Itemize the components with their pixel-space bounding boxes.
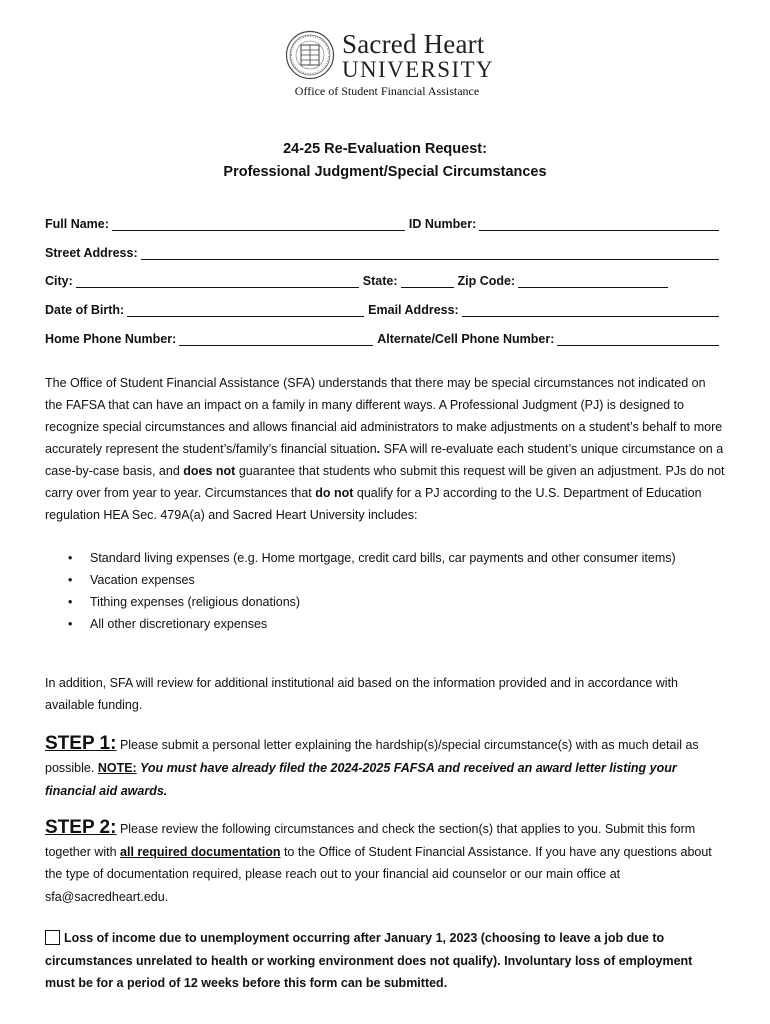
intro-do-not: do not [315, 486, 354, 500]
intro-text-3: guarantee that students who submit this request will be given an adjustment. PJs do not carry over from year to year. Circumstances that [45, 464, 725, 500]
form-title-line2: Professional Judgment/Special Circumstances [223, 164, 547, 180]
date-of-birth-label: Date of Birth: [45, 303, 125, 317]
alt-phone-field[interactable] [557, 332, 719, 346]
list-item: • Standard living expenses (e.g. Home mortgage, credit card bills, car payments and other consumer items) [45, 547, 725, 569]
zip-code-label: Zip Code: [457, 274, 516, 288]
step1-note-label: NOTE: [97, 761, 137, 775]
full-name-label: Full Name: [45, 217, 109, 231]
list-item: • All other discretionary expenses [45, 613, 725, 635]
alt-phone-label: Alternate/Cell Phone Number: [377, 332, 555, 346]
full-name-field[interactable] [112, 217, 405, 231]
step1-label: STEP 1: [45, 733, 117, 754]
step2-text-2: to the Office of Student Financial Assistance. If you have any questions about the type of documentation required, please reach out to your financial aid counselor or our main office at sfa@sacredheart.edu. [45, 844, 712, 904]
street-address-label: Street Address: [45, 246, 138, 260]
city-field[interactable] [76, 274, 359, 288]
form-title-line1: 24-25 Re-Evaluation Request: [283, 141, 487, 157]
excluded-expenses-list [45, 547, 725, 635]
city-state-zip-row [45, 270, 719, 288]
university-name-line2: UNIVERSITY [342, 57, 494, 82]
name-id-row [45, 213, 719, 231]
email-address-label: Email Address: [368, 303, 459, 317]
state-field[interactable] [401, 274, 454, 288]
home-phone-field[interactable] [179, 332, 373, 346]
street-address-row [45, 242, 719, 260]
dob-email-row [45, 299, 719, 317]
additional-aid-paragraph: In addition, SFA will review for additional institutional aid based on the information provided and in accordance with available funding. [45, 676, 679, 712]
step2-text-1: Please review the following circumstances and check the section(s) that applies to you. Submit this form together with [45, 822, 696, 859]
step2-section [45, 817, 725, 908]
loss-of-income-checkbox[interactable] [45, 930, 60, 945]
intro-does-not: does not [183, 464, 236, 478]
home-phone-label: Home Phone Number: [45, 332, 177, 346]
email-address-field[interactable] [462, 303, 719, 317]
intro-period: . [376, 442, 381, 456]
loss-of-income-text: Loss of income due to unemployment occurring after January 1, 2023 (choosing to leave a job due to circumstances unrelated to health or working environment does not qualify). Involuntary loss of employment must be for a period of 12 weeks before this form can be submitted. [45, 931, 693, 990]
id-number-field[interactable] [479, 217, 719, 231]
id-number-label: ID Number: [408, 217, 477, 231]
university-seal-icon [285, 30, 335, 80]
loss-of-income-option [45, 927, 725, 995]
phone-row [45, 328, 719, 346]
office-name: Office of Student Financial Assistance [294, 84, 480, 98]
step1-text: Please submit a personal letter explaining the hardship(s)/special circumstance(s) with as much detail as possible. [45, 738, 699, 775]
required-documentation-text: all required documentation [120, 844, 281, 859]
list-item: • Vacation expenses [45, 569, 725, 591]
zip-code-field[interactable] [518, 274, 668, 288]
date-of-birth-field[interactable] [127, 303, 364, 317]
step1-section [45, 732, 725, 803]
list-item: • Tithing expenses (religious donations) [45, 591, 725, 613]
step2-label: STEP 2: [45, 817, 117, 838]
intro-text-1: The Office of Student Financial Assistance (SFA) understands that there may be special circumstances not indicated on the FAFSA that can have an impact on a family in many different ways. A Professional Judgment (PJ) is designed to recognize special circumstances and allows financial aid administrators to make adjustments on a student’s behalf to more accurately represent the student’s/family’s financial situation [45, 376, 723, 456]
city-label: City: [45, 274, 73, 288]
street-address-field[interactable] [141, 246, 719, 260]
step1-note-text: You must have already filed the 2024-2025 FAFSA and received an award letter listing your financial aid awards. [45, 761, 677, 798]
intro-text-4: qualify for a PJ according to the U.S. Department of Education regulation HEA Sec. 479A(a) and Sacred Heart University includes: [45, 486, 702, 522]
intro-paragraph [45, 372, 725, 526]
intro-text-2: SFA will re-evaluate each student’s unique circumstance on a case-by-case basis, and [45, 442, 724, 478]
letterhead [0, 26, 770, 102]
university-name-line1: Sacred Heart [342, 29, 485, 59]
state-label: State: [362, 274, 398, 288]
